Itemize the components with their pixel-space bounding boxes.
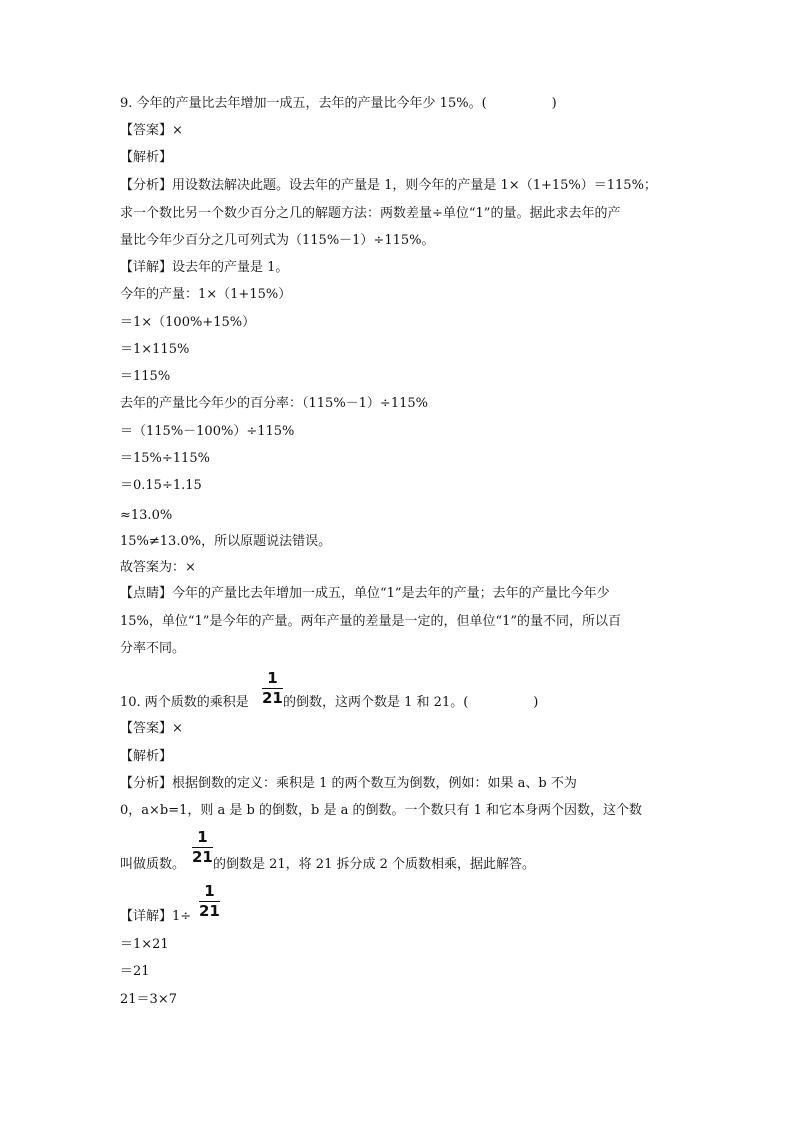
q10-fenxi-line-3-end: 的倒数是 21，将 21 拆分成 2 个质数相乘，据此解答。: [213, 857, 536, 872]
fraction-numerator: 1: [204, 882, 215, 900]
q9-fenxi-line-1: 【分析】用设数法解决此题。设去年的产量是 1，则今年的产量是 1×（1+15%）＝115%；: [120, 178, 657, 193]
q10-xiangjie-fraction: [199, 883, 220, 919]
fraction-denominator: 21: [199, 902, 220, 920]
fraction-denominator: 21: [192, 848, 213, 866]
q9-xiangjie-line-6: 去年的产量比今年少的百分率：（115%－1）÷115%: [120, 396, 428, 411]
q10-fenxi-line-3-start: 叫做质数。: [120, 857, 186, 872]
q10-fenxi-line-1: 【分析】根据倒数的定义：乘积是 1 的两个数互为倒数，例如：如果 a、b 不为: [120, 776, 577, 791]
q10-step-3: 21＝3×7: [120, 992, 177, 1007]
q9-xiangjie-line-2: 今年的产量：1×（1+15%）: [120, 287, 292, 302]
q9-xiangjie-line-12: 故答案为：×: [120, 560, 196, 575]
q9-xiangjie-line-7: ＝（115%－100%）÷115%: [120, 424, 295, 439]
q10-xiangjie-start: 【详解】1÷: [120, 909, 192, 924]
q10-question-start: 10. 两个质数的乘积是: [120, 695, 249, 710]
q10-fenxi-fraction: [192, 829, 213, 865]
q9-analysis-heading: 【解析】: [120, 150, 173, 165]
q9-dianjing-line-3: 分率不同。: [120, 641, 186, 656]
q10-question-fraction: [262, 670, 283, 706]
q9-xiangjie-line-9: ＝0.15÷1.15: [120, 478, 202, 493]
q10-question-end: 的倒数，这两个数是 1 和 21。( ): [283, 695, 539, 710]
q10-step-1: ＝1×21: [120, 937, 169, 952]
q9-answer: 【答案】×: [120, 123, 183, 138]
q10-answer: 【答案】×: [120, 721, 183, 736]
fraction-numerator: 1: [267, 669, 278, 687]
q9-xiangjie-line-4: ＝1×115%: [120, 342, 190, 357]
q9-fenxi-line-3: 量比今年少百分之几可列式为（115%－1）÷115%。: [120, 233, 435, 248]
q10-fenxi-line-2: 0，a×b=1，则 a 是 b 的倒数，b 是 a 的倒数。一个数只有 1 和它本身两个因数，这个数: [120, 803, 643, 818]
q9-dianjing-line-1: 【点睛】今年的产量比去年增加一成五，单位“1”是去年的产量；去年的产量比今年少: [120, 586, 610, 601]
q9-xiangjie-line-11: 15%≠13.0%，所以原题说法错误。: [120, 534, 332, 549]
q9-fenxi-line-2: 求一个数比另一个数少百分之几的解题方法：两数差量÷单位“1”的量。据此求去年的产: [120, 206, 621, 221]
q9-question: 9. 今年的产量比去年增加一成五，去年的产量比今年少 15%。( ): [120, 96, 557, 111]
q9-xiangjie-line-10: ≈13.0%: [120, 508, 173, 523]
q9-xiangjie-line-1: 【详解】设去年的产量是 1。: [120, 260, 289, 275]
q9-xiangjie-line-3: ＝1×（100%+15%）: [120, 315, 256, 330]
fraction-numerator: 1: [197, 828, 208, 846]
q9-xiangjie-line-8: ＝15%÷115%: [120, 451, 210, 466]
q10-step-2: ＝21: [120, 964, 150, 979]
fraction-denominator: 21: [262, 689, 283, 707]
q10-analysis-heading: 【解析】: [120, 749, 173, 764]
q9-xiangjie-line-5: ＝115%: [120, 369, 171, 384]
q9-dianjing-line-2: 15%，单位“1”是今年的产量。两年产量的差量是一定的，但单位“1”的量不同，所以百: [120, 614, 622, 629]
